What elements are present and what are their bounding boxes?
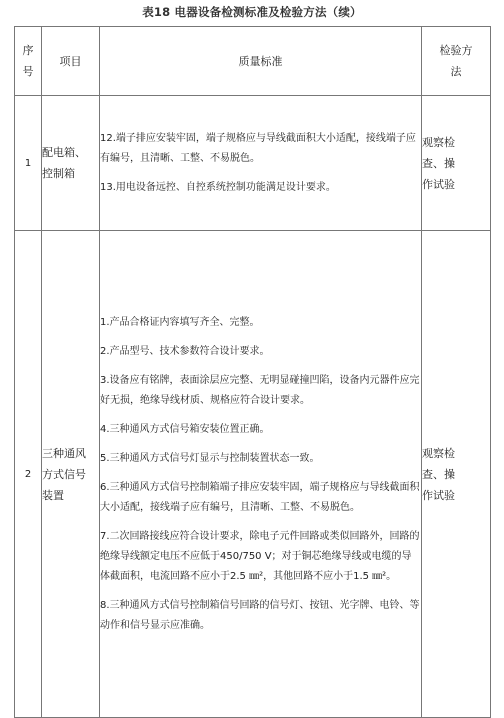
header-serial-no-line1: 序 [22, 44, 34, 57]
method-line: 查、操 [422, 467, 455, 481]
method-line: 查、操 [422, 156, 455, 170]
item-cell [42, 96, 100, 231]
header-serial-no [15, 27, 42, 96]
table-header-row [15, 27, 491, 96]
header-inspection-method [422, 27, 491, 96]
standard-clause: 12.端子排应安装牢固，端子规格应与导线截面积大小适配，接线端子应有编号，且清晰、工整、不易脱色。 [100, 132, 416, 164]
serial-no-cell: 1 [15, 96, 42, 231]
quality-standard-table [14, 26, 491, 718]
item-line: 三种通风 [42, 446, 86, 460]
table-row [15, 231, 491, 718]
item-line: 控制箱 [42, 167, 75, 180]
standard-clause: 6.三种通风方式信号控制箱端子排应安装牢固，端子规格应与导线截面积大小适配，接线端子应有编号，且清晰、工整、不易脱色。 [100, 481, 420, 513]
item-cell [42, 231, 100, 718]
method-line: 观察检 [422, 446, 455, 460]
serial-no-cell: 2 [15, 231, 42, 718]
standard-clause: 1.产品合格证内容填写齐全、完整。 [100, 316, 260, 328]
standard-clause: 4.三种通风方式信号箱安装位置正确。 [100, 423, 270, 435]
header-serial-no-line2: 号 [22, 65, 34, 78]
standard-clause: 13.用电设备远控、自控系统控制功能满足设计要求。 [100, 181, 336, 193]
item-line: 配电箱、 [42, 146, 86, 159]
table-row [15, 96, 491, 231]
method-line: 作试验 [422, 177, 455, 191]
header-method-line1: 检验方 [439, 44, 473, 57]
method-cell [422, 231, 491, 718]
table-caption: 表18 电器设备检测标准及检验方法（续） [142, 5, 362, 19]
item-line: 方式信号 [42, 467, 86, 481]
standard-cell [100, 231, 422, 718]
header-method-line2: 法 [450, 65, 462, 78]
header-quality-standard: 质量标准 [100, 27, 422, 96]
method-line: 作试验 [422, 488, 455, 502]
standard-cell [100, 96, 422, 231]
standard-clause: 7.二次回路接线应符合设计要求，除电子元件回路或类似回路外，回路的绝缘导线额定电压不应低于450/750 V；对于铜芯绝缘导线或电缆的导体截面积，电流回路不应小于2.5 ㎜²，其他回路不应小于1.5 ㎜²。 [100, 530, 420, 582]
header-item: 项目 [42, 27, 100, 96]
method-line: 观察检 [422, 135, 455, 149]
standard-clause: 8.三种通风方式信号控制箱信号回路的信号灯、按钮、光字牌、电铃、等动作和信号显示应准确。 [100, 599, 420, 631]
method-cell [422, 96, 491, 231]
standard-clause: 2.产品型号、技术参数符合设计要求。 [100, 345, 270, 357]
item-line: 装置 [42, 488, 64, 502]
standard-clause: 5.三种通风方式信号灯显示与控制装置状态一致。 [100, 452, 320, 464]
standard-clause: 3.设备应有铭牌，表面涂层应完整、无明显碰撞凹陷，设备内元器件应完好无损，绝缘导线材质、规格应符合设计要求。 [100, 374, 420, 406]
